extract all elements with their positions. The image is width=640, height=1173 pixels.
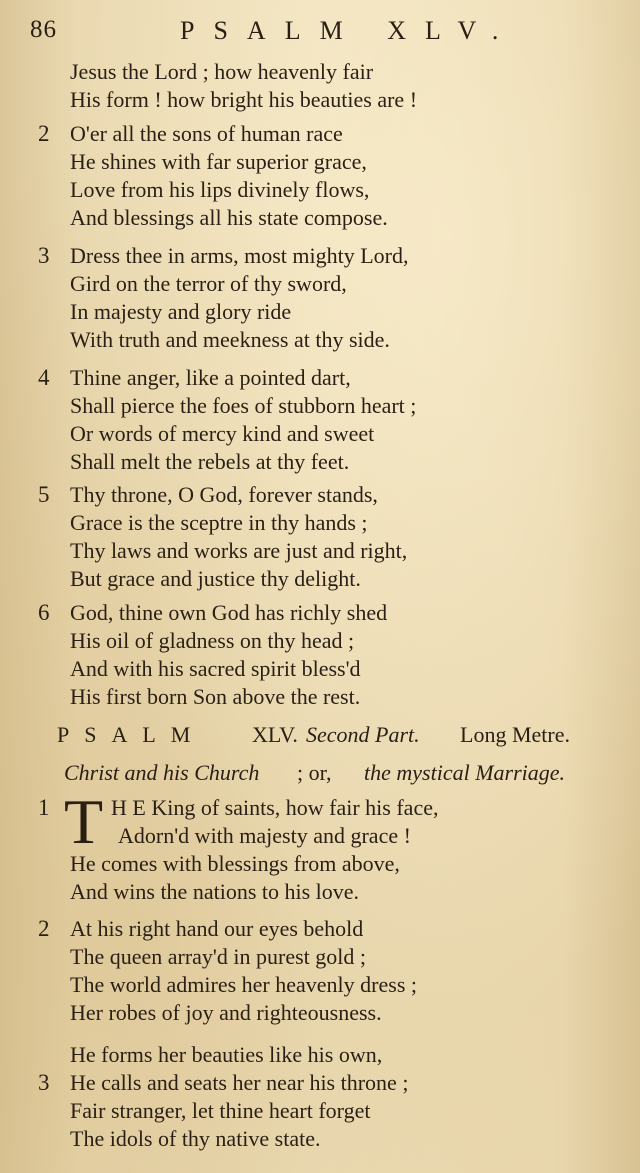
verse-text: Dress thee in arms, most mighty Lord, (70, 243, 409, 268)
verse-line: Her robes of joy and righteousness. (70, 1000, 382, 1025)
verse-line: Gird on the terror of thy sword, (70, 271, 347, 296)
stanza (0, 364, 640, 476)
verse-line: Fair stranger, let thine heart forget (70, 1098, 371, 1123)
stanza (0, 794, 640, 906)
verse-text: He calls and seats her near his throne ; (70, 1070, 409, 1095)
verse-line: Shall melt the rebels at thy feet. (70, 449, 350, 474)
verse-line: In majesty and glory ride (70, 299, 292, 324)
verse-line (0, 364, 640, 392)
stanza (0, 120, 640, 232)
subtitle-part-b: ; or, (297, 760, 332, 785)
verse-line (0, 599, 640, 627)
verse-line: He shines with far superior grace, (70, 149, 367, 174)
verse-line (0, 915, 640, 943)
verse-line: Thy laws and works are just and right, (70, 538, 408, 563)
subtitle-part-a: Christ and his Church (64, 760, 260, 785)
verse-line: He comes with blessings from above, (70, 851, 400, 876)
stanza-continuation (0, 58, 640, 114)
running-title: PSALM XLV. (180, 16, 518, 45)
stanza (0, 599, 640, 711)
verse-text: God, thine own God has richly shed (70, 600, 388, 625)
verse-line (0, 794, 640, 822)
stanza-number: 4 (38, 365, 50, 390)
stanza-number: 1 (38, 795, 50, 820)
page-header (0, 14, 640, 54)
stanza (0, 915, 640, 1027)
verse-line: And blessings all his state compose. (70, 205, 388, 230)
subtitle-part-c: the mystical Marriage. (364, 760, 566, 785)
verse-line: The queen array'd in purest gold ; (70, 944, 366, 969)
verse-line: Love from his lips divinely flows, (70, 177, 370, 202)
stanza-number: 3 (38, 243, 50, 268)
heading-number: XLV. (252, 722, 298, 747)
verse-line: With truth and meekness at thy side. (70, 327, 390, 352)
verse-line: And wins the nations to his love. (70, 879, 360, 904)
verse-line: And with his sacred spirit bless'd (70, 656, 361, 681)
stanza-number: 3 (38, 1070, 50, 1095)
verse-line: Adorn'd with majesty and grace ! (118, 823, 411, 848)
verse-line (0, 1069, 640, 1097)
verse-line: His form ! how bright his beauties are ! (70, 87, 418, 112)
heading-part: Second Part. (306, 722, 420, 747)
verse-line: Or words of mercy kind and sweet (70, 421, 375, 446)
stanza-number: 2 (38, 121, 50, 146)
verse-line (0, 481, 640, 509)
stanza-number: 2 (38, 916, 50, 941)
stanza-number: 6 (38, 600, 50, 625)
verse-text: H E King of saints, how fair his face, (111, 795, 439, 820)
stanza (0, 242, 640, 354)
verse-line: The idols of thy native state. (70, 1126, 321, 1151)
verse-line: Jesus the Lord ; how heavenly fair (70, 59, 374, 84)
verse-line: He forms her beauties like his own, (70, 1042, 383, 1067)
verse-text: Thine anger, like a pointed dart, (70, 365, 351, 390)
verse-line (0, 120, 640, 148)
verse-line: His first born Son above the rest. (70, 684, 361, 709)
verse-line: But grace and justice thy delight. (70, 566, 361, 591)
drop-cap: T (64, 786, 104, 857)
page-number: 86 (30, 16, 57, 43)
verse-line: Shall pierce the foes of stubborn heart ; (70, 393, 417, 418)
verse-line: The world admires her heavenly dress ; (70, 972, 417, 997)
verse-line: Grace is the sceptre in thy hands ; (70, 510, 368, 535)
verse-line: His oil of gladness on thy head ; (70, 628, 355, 653)
heading-metre: Long Metre. (460, 722, 570, 747)
verse-text: Thy throne, O God, forever stands, (70, 482, 378, 507)
stanza-number: 5 (38, 482, 50, 507)
stanza (0, 1041, 640, 1153)
heading-psalm: PSALM (57, 722, 206, 747)
verse-text: O'er all the sons of human race (70, 121, 343, 146)
verse-line (0, 242, 640, 270)
verse-text: At his right hand our eyes behold (70, 916, 364, 941)
stanza (0, 481, 640, 593)
